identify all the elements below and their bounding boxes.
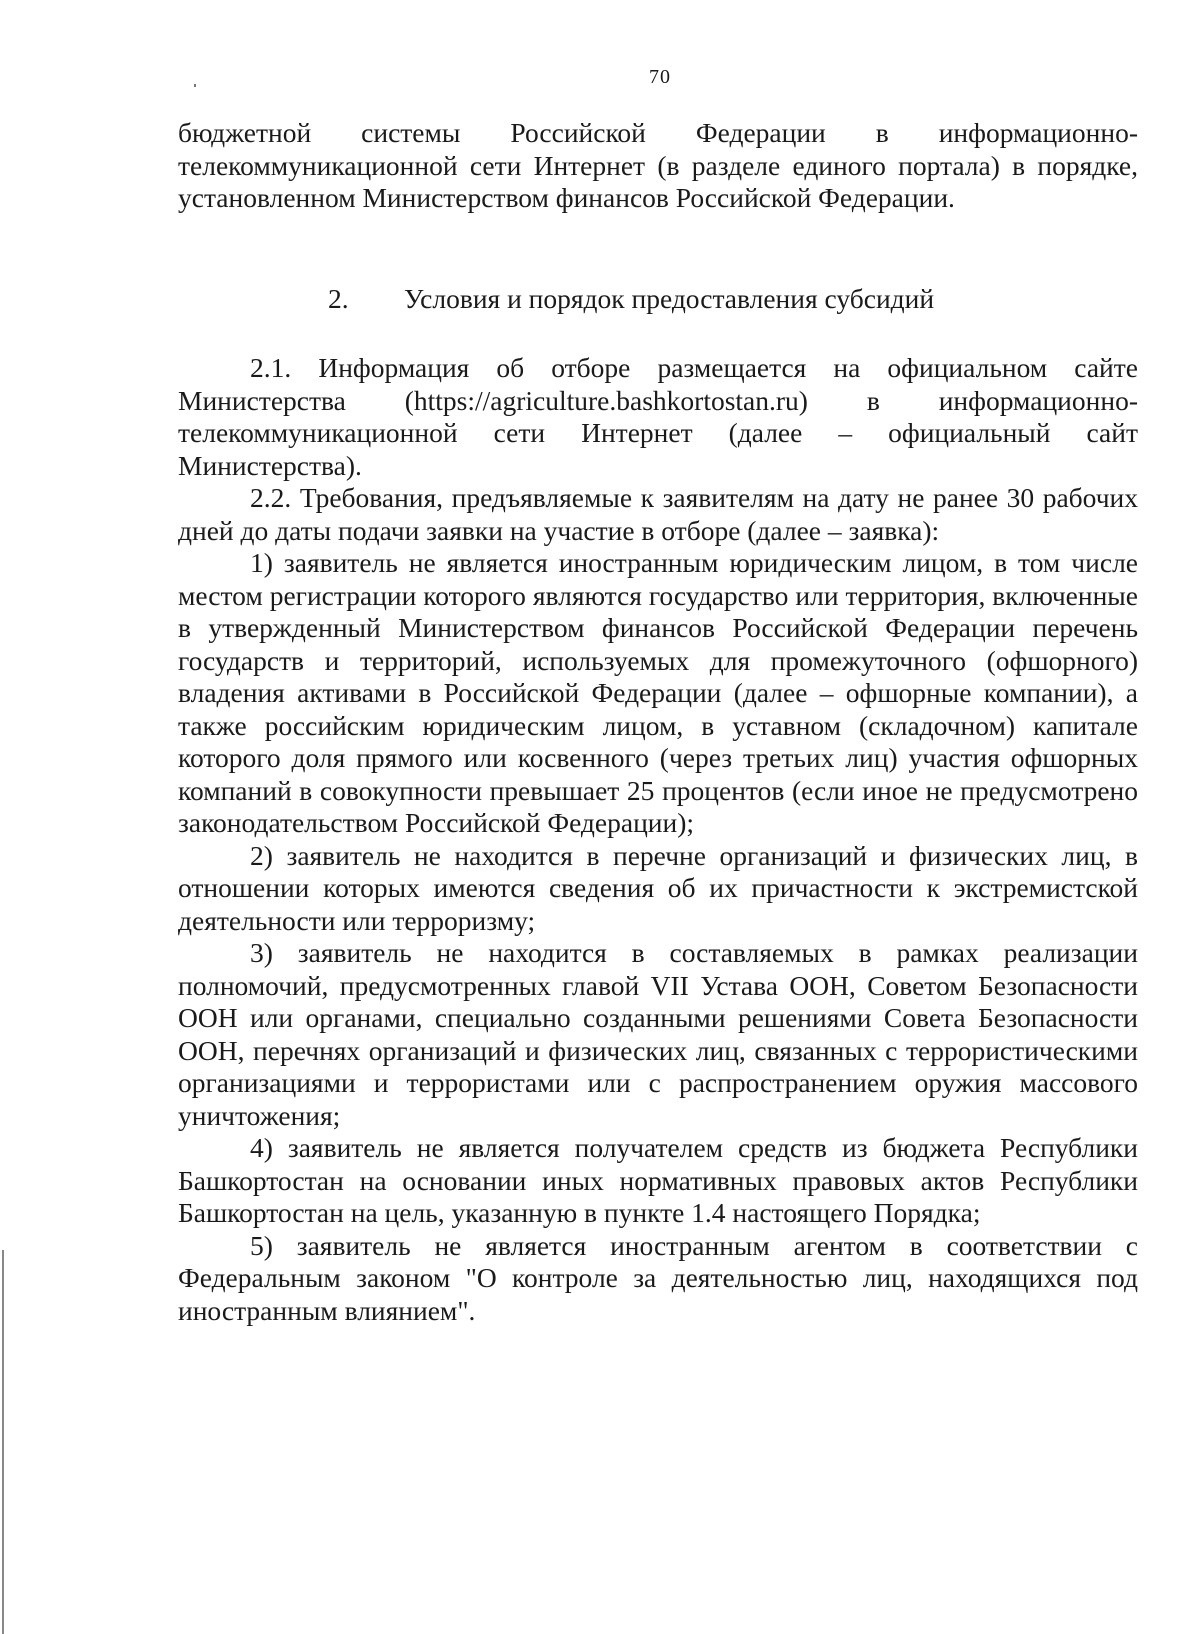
intro-paragraph: бюджетной системы Российской Федерации в информационно-телекоммуникационной сети Интернет (в разделе единого портала) в порядке, установленном Министерством финансов Российской Федерации.: [178, 117, 1138, 213]
section-number: 2.: [328, 283, 349, 314]
requirement-4: 4) заявитель не является получателем средств из бюджета Республики Башкортостан на основании иных нормативных правовых актов Республики Башкортостан на цель, указанную в пункте 1.4 настоящего Порядка;: [178, 1132, 1138, 1228]
paragraph-2-2: 2.2. Требования, предъявляемые к заявителям на дату не ранее 30 рабочих дней до даты подачи заявки на участие в отборе (далее – заявка):: [178, 482, 1138, 546]
requirement-5: 5) заявитель не является иностранным агентом в соответствии с Федеральным законом "О контроле за деятельностью лиц, находящихся под иностранным влиянием".: [178, 1229, 1138, 1326]
scan-edge-line: [2, 1250, 4, 1634]
page-number: 70: [649, 66, 671, 88]
section-title: Условия и порядок предоставления субсидий: [404, 283, 935, 314]
requirement-3: 3) заявитель не находится в составляемых в рамках реализации полномочий, предусмотренных главой VII Устава ООН, Советом Безопасности ООН или органами, специально созданными решениями Совета Безопасности ООН, перечнях организаций и физических лиц, связанных с террористическими организациями и террористами или с распространением оружия массового уничтожения;: [178, 937, 1138, 1131]
requirement-1: 1) заявитель не является иностранным юридическим лицом, в том числе местом регистрации которого являются государство или территория, включенные в утвержденный Министерством финансов Российской Федерации перечень государств и территорий, используемых для промежуточного (офшорного) владения активами в Российской Федерации (далее – офшорные компании), а также российским юридическим лицом, в уставном (складочном) капитале которого доля прямого или косвенного (через третьих лиц) участия офшорных компаний в совокупности превышает 25 процентов (если иное не предусмотрено законодательством Российской Федерации);: [178, 547, 1138, 838]
paragraph-2-1: 2.1. Информация об отборе размещается на официальном сайте Министерства (https://agriculture.bashkortostan.ru) в информационно-телекоммуникационной сети Интернет (далее – официальный сайт Министерства).: [178, 352, 1138, 481]
requirement-2: 2) заявитель не находится в перечне организаций и физических лиц, в отношении которых имеются сведения об их причастности к экстремистской деятельности или терроризму;: [178, 839, 1138, 936]
section-body: [178, 352, 1138, 1327]
intro-block: [178, 117, 1138, 215]
